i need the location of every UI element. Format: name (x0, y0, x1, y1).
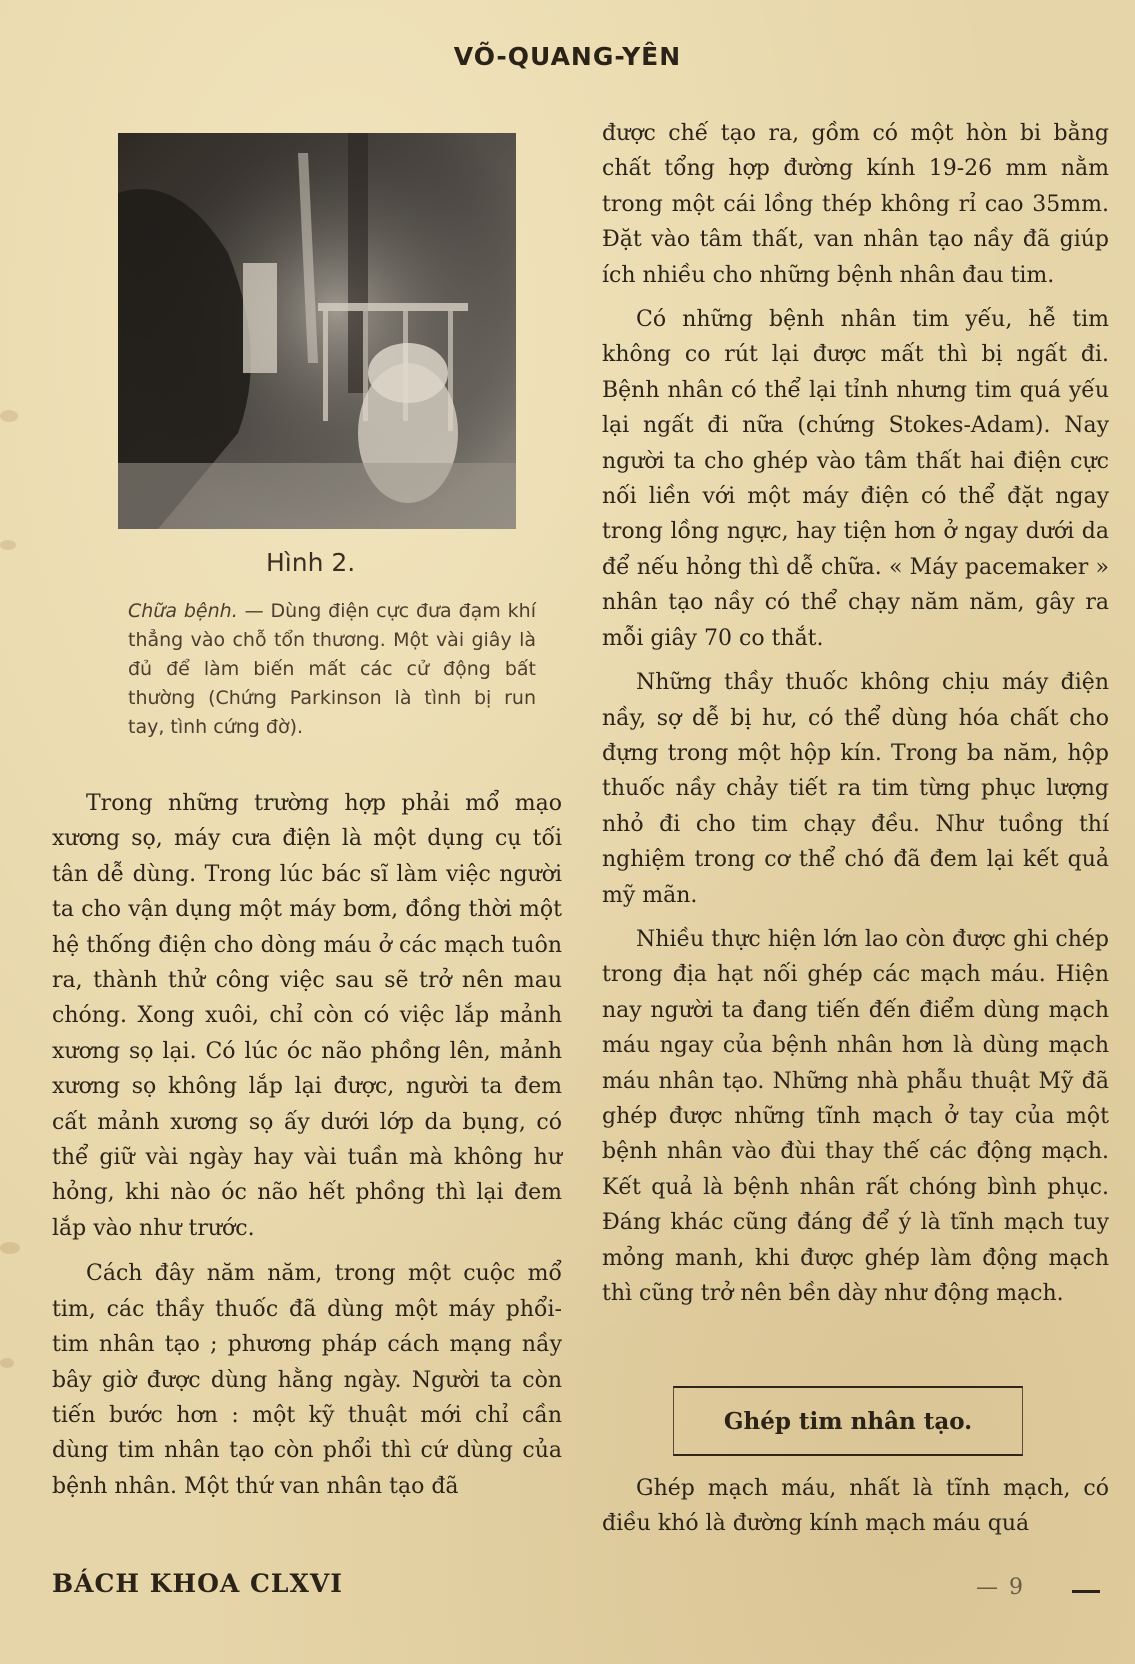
page-header-author: VÕ-QUANG-YÊN (453, 42, 682, 71)
paragraph: Có những bệnh nhân tim yếu, hễ tim không co rút lại được mất thì bị ngất đi. Bệnh nhân có thể lại tỉnh nhưng tim quá yếu lại ngất đi nữa (chứng Stokes-Adam). Nay người ta cho ghép vào tâm thất hai điện cực nối liền với một máy điện có thể đặt ngay trong lồng ngực, hay tiện hơn ở ngay dưới da để nếu hỏng thì dễ chữa. « Máy pacemaker » nhân tạo nầy có thể chạy năm năm, gây ra mỗi giây 70 co thắt. (602, 307, 1109, 651)
margin-stain (0, 1358, 14, 1368)
margin-stain (0, 540, 16, 550)
right-column-text (602, 116, 1109, 1311)
caption-text: — Dùng điện cực đưa đạm khí thẳng vào chỗ tổn thương. Một vài giây là đủ để làm biến mất các cử động bất thường (Chứng Parkinson là tình bị run tay, tình cứng đờ). (128, 600, 536, 738)
paragraph: Ghép mạch máu, nhất là tĩnh mạch, có điều khó là đường kính mạch máu quá (602, 1476, 1109, 1537)
figure-label: Hình 2. (266, 548, 356, 577)
footer-publication: BÁCH KHOA CLXVI (52, 1569, 343, 1598)
caption-lead: Chữa bệnh. (128, 600, 238, 622)
figure-caption (128, 597, 536, 742)
paragraph: Nhiều thực hiện lớn lao còn được ghi chép trong địa hạt nối ghép các mạch máu. Hiện nay người ta đang tiến đến điểm dùng mạch máu ngay của bệnh nhân hơn là dùng mạch máu nhân tạo. Những nhà phẫu thuật Mỹ đã ghép được những tĩnh mạch ở tay của một bệnh nhân vào đùi thay thế các động mạch. Kết quả là bệnh nhân rất chóng bình phục. Đáng khác cũng đáng để ý là tĩnh mạch tuy mỏng manh, khi được ghép làm động mạch thì cũng trở nên bền dày như động mạch. (602, 926, 1109, 1306)
margin-stain (0, 1242, 20, 1254)
left-column-text (52, 786, 562, 1504)
margin-stain (0, 410, 18, 422)
right-column-continuation (602, 1471, 1109, 1542)
paragraph: Trong những trường hợp phải mổ mạo xương sọ, máy cưa điện là một dụng cụ tối tân dễ dùng. Trong lúc bác sĩ làm việc người ta cho vận dụng một máy bơm, đồng thời một hệ thống điện cho dòng máu ở các mạch tuôn ra, thành thử công việc sau sẽ trở nên mau chóng. Xong xuôi, chỉ còn có việc lắp mảnh xương sọ lại. Có lúc óc não phồng lên, mảnh xương sọ không lắp lại được, người ta đem cất mảnh xương sọ ấy dưới lớp da bụng, có thể giữ vài ngày hay vài tuần mà không hư hỏng, khi nào óc não hết phồng thì lại đem lắp vào như trước. (52, 791, 562, 1241)
footer-page-number: — 9 (976, 1575, 1025, 1600)
paragraph: Những thầy thuốc không chịu máy điện nầy, sợ dễ bị hư, có thể dùng hóa chất cho đựng trong một hộp kín. Trong ba năm, hộp thuốc nầy chảy tiết ra tim từng phục lượng nhỏ đi cho tim chạy đều. Như tuồng thí nghiệm trong cơ thể chó đã đem lại kết quả mỹ mãn. (602, 670, 1109, 908)
figure-photo (118, 133, 516, 529)
surgery-photo-image (118, 133, 516, 529)
footer-dash (1072, 1590, 1100, 1593)
paragraph: được chế tạo ra, gồm có một hòn bi bằng chất tổng hợp đường kính 19-26 mm nằm trong một cái lồng thép không rỉ cao 35mm. Đặt vào tâm thất, van nhân tạo nầy đã giúp ích nhiều cho những bệnh nhân đau tim. (602, 121, 1109, 288)
section-heading: Ghép tim nhân tạo. (673, 1386, 1023, 1456)
paragraph: Cách đây năm năm, trong một cuộc mổ tim, các thầy thuốc đã dùng một máy phổi-tim nhân tạo ; phương pháp cách mạng nầy bây giờ được dùng hằng ngày. Người ta còn tiến bước hơn : một kỹ thuật mới chỉ cần dùng tim nhân tạo còn phổi thì cứ dùng của bệnh nhân. Một thứ van nhân tạo đã (52, 1261, 562, 1499)
